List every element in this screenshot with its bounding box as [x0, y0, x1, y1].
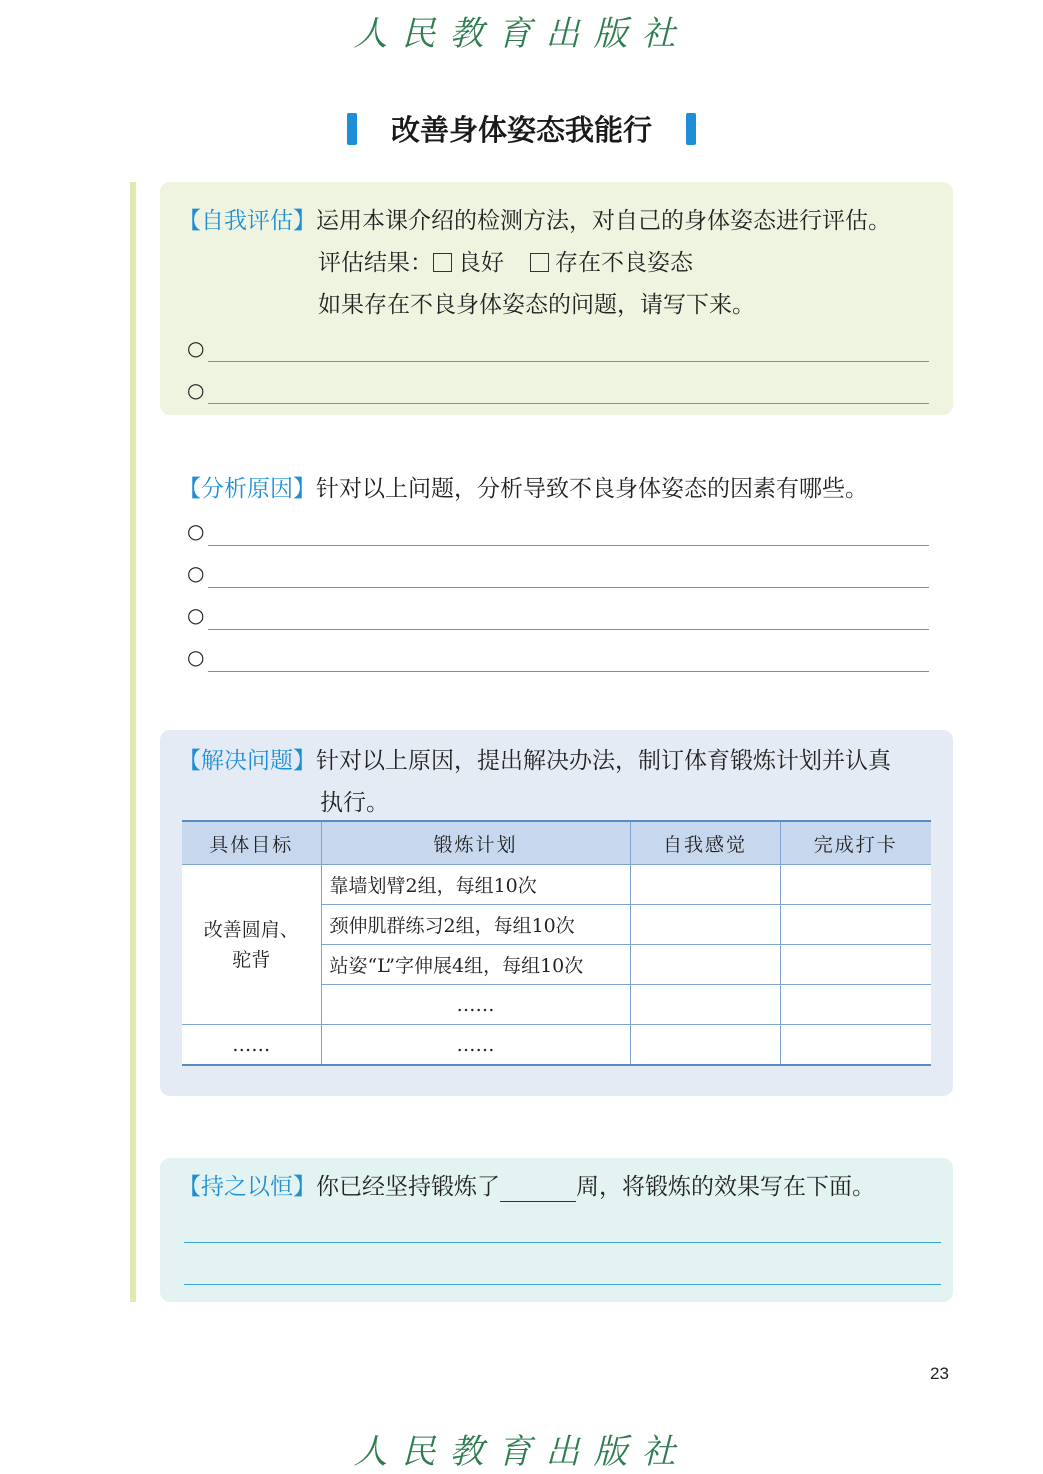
persist-text-after: 周，将锻炼的效果写在下面。	[576, 1174, 875, 1200]
publisher-logo-top: 人民教育出版社	[353, 14, 690, 54]
publisher-logo-bottom: 人民教育出版社	[353, 1432, 690, 1472]
plan-cell: 颈伸肌群练习2组，每组10次	[321, 905, 630, 945]
good-checkbox[interactable]	[433, 253, 452, 272]
header-feeling: 自我感觉	[630, 821, 780, 865]
header-plan: 锻炼计划	[321, 821, 630, 865]
persist-text-before: 你已经坚持锻炼了	[316, 1174, 500, 1200]
plan-cell: ……	[321, 985, 630, 1025]
checkin-cell[interactable]	[780, 865, 931, 905]
analyze-heading: 【分析原因】针对以上问题，分析导致不良身体姿态的因素有哪些。	[178, 476, 868, 502]
analyze-text: 针对以上问题，分析导致不良身体姿态的因素有哪些。	[316, 476, 868, 502]
assess-heading: 【自我评估】运用本课介绍的检测方法，对自己的身体姿态进行评估。	[178, 208, 891, 234]
feeling-cell[interactable]	[630, 865, 780, 905]
bullet-icon: ○	[187, 519, 205, 543]
plan-cell: 靠墙划臂2组，每组10次	[321, 865, 630, 905]
title-bar-right	[686, 113, 696, 145]
table-row	[182, 1025, 931, 1066]
persist-answer-line-1[interactable]	[184, 1242, 941, 1243]
analyze-tag: 分析原因	[201, 476, 293, 502]
weeks-blank[interactable]	[500, 1177, 576, 1202]
bullet-icon: ○	[187, 645, 205, 669]
goal-text: 改善圆肩、驼背	[203, 918, 299, 971]
table-row	[182, 865, 931, 905]
feeling-cell[interactable]	[630, 985, 780, 1025]
goal-cell: ……	[182, 1025, 321, 1066]
assess-tag: 自我评估	[201, 208, 293, 234]
solve-text-line2: 执行。	[320, 790, 389, 816]
analyze-answer-line-3[interactable]	[208, 629, 929, 630]
solve-tag: 解决问题	[201, 748, 293, 774]
page-title	[0, 108, 1043, 149]
bad-posture-checkbox[interactable]	[530, 253, 549, 272]
good-label: 良好	[458, 250, 504, 276]
analyze-answer-line-1[interactable]	[208, 545, 929, 546]
checkin-cell[interactable]	[780, 1025, 931, 1066]
solve-text-line1: 针对以上原因，提出解决办法，制订体育锻炼计划并认真	[316, 748, 891, 774]
checkin-cell[interactable]	[780, 905, 931, 945]
bullet-icon: ○	[187, 336, 205, 360]
title-bar-left	[347, 113, 357, 145]
persist-tag: 持之以恒	[201, 1174, 293, 1200]
header-goal: 具体目标	[182, 821, 321, 865]
feeling-cell[interactable]	[630, 1025, 780, 1066]
exercise-plan-table	[182, 820, 931, 1066]
bullet-icon: ○	[187, 378, 205, 402]
bad-posture-label: 存在不良姿态	[555, 250, 693, 276]
assess-result-row	[318, 248, 693, 278]
solve-heading: 【解决问题】针对以上原因，提出解决办法，制订体育锻炼计划并认真	[178, 748, 891, 774]
bullet-icon: ○	[187, 561, 205, 585]
checkin-cell[interactable]	[780, 945, 931, 985]
assess-answer-line-1[interactable]	[208, 361, 929, 362]
plan-cell: 站姿“L”字伸展4组，每组10次	[321, 945, 630, 985]
plan-cell: ……	[321, 1025, 630, 1066]
feeling-cell[interactable]	[630, 945, 780, 985]
assess-prompt: 如果存在不良身体姿态的问题，请写下来。	[318, 292, 755, 318]
feeling-cell[interactable]	[630, 905, 780, 945]
bullet-icon: ○	[187, 603, 205, 627]
checkin-cell[interactable]	[780, 985, 931, 1025]
persist-answer-line-2[interactable]	[184, 1284, 941, 1285]
result-label: 评估结果：	[318, 250, 433, 276]
page-number: 23	[930, 1364, 949, 1383]
goal-cell	[182, 865, 321, 1025]
analyze-answer-line-4[interactable]	[208, 671, 929, 672]
table-header-row	[182, 821, 931, 865]
persist-heading: 【持之以恒】你已经坚持锻炼了 周，将锻炼的效果写在下面。	[178, 1174, 875, 1200]
assess-text: 运用本课介绍的检测方法，对自己的身体姿态进行评估。	[316, 208, 891, 234]
left-rail	[130, 182, 136, 1302]
assess-answer-line-2[interactable]	[208, 403, 929, 404]
analyze-answer-line-2[interactable]	[208, 587, 929, 588]
title-text: 改善身体姿态我能行	[390, 113, 652, 147]
header-checkin: 完成打卡	[780, 821, 931, 865]
